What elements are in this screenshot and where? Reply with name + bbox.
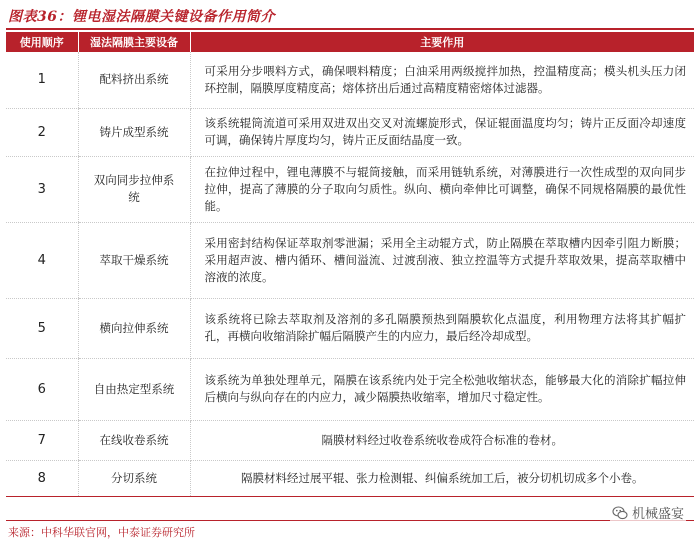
device-cell: 自由热定型系统 [78, 358, 190, 420]
device-cell: 配料挤出系统 [78, 52, 190, 108]
function-cell: 隔膜材料经过展平辊、张力检测辊、纠偏系统加工后，被分切机切成多个小卷。 [190, 460, 694, 496]
table-row [6, 460, 694, 496]
table-row [6, 156, 694, 222]
table-row [6, 222, 694, 298]
source-divider [6, 520, 694, 521]
function-cell: 该系统辊筒流道可采用双进双出交叉对流螺旋形式，保证辊面温度均匀；铸片正反面冷却速度可调，确保铸片厚度均匀，铸片正反面结晶度一致。 [190, 108, 694, 156]
device-cell: 铸片成型系统 [78, 108, 190, 156]
device-cell: 横向拉伸系统 [78, 298, 190, 358]
wechat-icon [612, 505, 628, 521]
device-cell: 分切系统 [78, 460, 190, 496]
order-cell: 8 [6, 460, 78, 496]
function-cell: 采用密封结构保证萃取剂零泄漏；采用全主动辊方式，防止隔膜在萃取槽内因牵引阻力断膜；采用超声波、槽内循环、槽间溢流、过渡刮液、独立控温等方式提升萃取效果，提高萃取槽中溶液的浓度。 [190, 222, 694, 298]
table-row [6, 358, 694, 420]
function-cell: 可采用分步喂料方式，确保喂料精度；白油采用两级搅拌加热，控温精度高；模头机头压力闭环控制，隔膜厚度精度高；熔体挤出后通过高精度精密熔体过滤器。 [190, 52, 694, 108]
table-row [6, 52, 694, 108]
watermark-label: 机械盛宴 [631, 507, 684, 522]
order-cell: 3 [6, 156, 78, 222]
order-cell: 7 [6, 420, 78, 460]
equipment-table [6, 32, 694, 497]
figure-title: 图表36：锂电湿法隔膜关键设备作用简介 [8, 9, 275, 25]
header-order: 使用顺序 [6, 32, 78, 52]
order-cell: 4 [6, 222, 78, 298]
table-header-row [6, 32, 694, 52]
table-row [6, 298, 694, 358]
order-cell: 2 [6, 108, 78, 156]
function-cell: 隔膜材料经过收卷系统收卷成符合标准的卷材。 [190, 420, 694, 460]
order-cell: 5 [6, 298, 78, 358]
header-function: 主要作用 [190, 32, 694, 52]
function-cell: 该系统将已除去萃取剂及溶剂的多孔隔膜预热到隔膜软化点温度，利用物理方法将其扩幅扩孔，再横向收缩消除扩幅后隔膜产生的内应力，最后经冷却成型。 [190, 298, 694, 358]
header-device: 湿法隔膜主要设备 [78, 32, 190, 52]
source-note: 来源：中科华联官网，中泰证券研究所 [8, 526, 195, 539]
title-divider [6, 28, 694, 30]
device-cell: 在线收卷系统 [78, 420, 190, 460]
device-cell: 双向同步拉伸系统 [78, 156, 190, 222]
function-cell: 该系统为单独处理单元，隔膜在该系统内处于完全松弛收缩状态，能够最大化的消除扩幅拉伸后横向与纵向存在的内应力，减少隔膜热收缩率，增加尺寸稳定性。 [190, 358, 694, 420]
watermark [610, 502, 686, 523]
table-row [6, 108, 694, 156]
function-cell: 在拉伸过程中，锂电薄膜不与辊筒接触，而采用链轨系统，对薄膜进行一次性成型的双向同步拉伸，提高了薄膜的分子取向匀质性。纵向、横向牵伸比可调整，确保不同规格隔膜的最优性能。 [190, 156, 694, 222]
order-cell: 6 [6, 358, 78, 420]
order-cell: 1 [6, 52, 78, 108]
device-cell: 萃取干燥系统 [78, 222, 190, 298]
table-row [6, 420, 694, 460]
